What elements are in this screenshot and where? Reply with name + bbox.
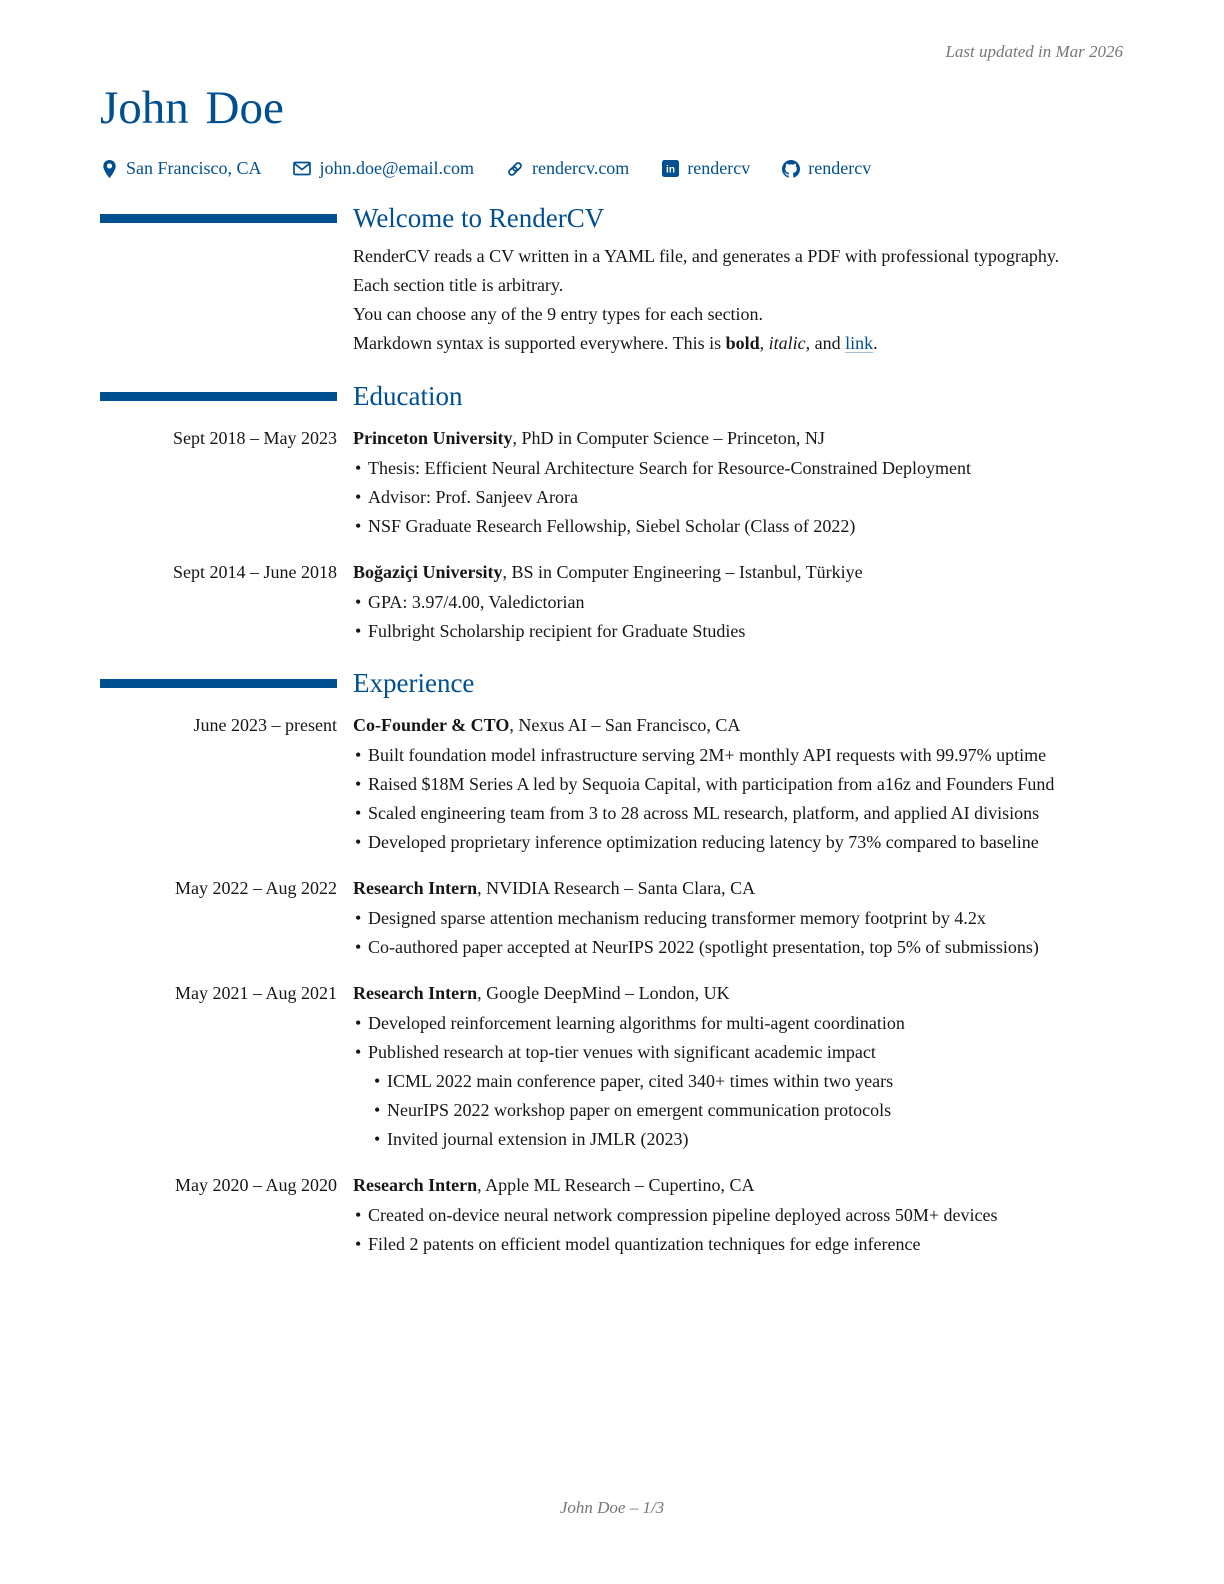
entry-title-details: , NVIDIA Research – Santa Clara, CA: [477, 878, 756, 898]
contact-label-website: rendercv.com: [532, 158, 630, 178]
last-updated-note: Last updated in Mar 2026: [945, 42, 1123, 61]
bold-demo-text: bold: [725, 333, 760, 353]
entry-title: [353, 875, 1123, 901]
highlight-item: • Co-authored paper accepted at NeurIPS 2022 (spotlight presentation, top 5% of submissions): [353, 934, 1123, 960]
entry-title-details: , Google DeepMind – London, UK: [477, 983, 730, 1003]
github-icon: [782, 160, 800, 178]
position-name: Co-Founder & CTO: [353, 715, 510, 735]
highlight-item: • Filed 2 patents on efficient model quantization techniques for edge inference: [353, 1231, 1123, 1257]
education-entry-bogazici: [100, 559, 1123, 644]
svg-text:in: in: [665, 164, 675, 176]
highlight-subitem: • Invited journal extension in JMLR (2023): [372, 1126, 1123, 1152]
page-title: John Doe: [100, 82, 284, 134]
highlight-item: • Scaled engineering team from 3 to 28 across ML research, platform, and applied AI divisions: [353, 800, 1123, 826]
education-entry-princeton: [100, 425, 1123, 539]
highlight-list: [353, 905, 1123, 960]
highlight-item: • Developed reinforcement learning algorithms for multi-agent coordination: [353, 1010, 1123, 1036]
section-header: [100, 381, 1123, 411]
contact-label-email: john.doe@email.com: [319, 158, 475, 178]
position-name: Research Intern: [353, 878, 478, 898]
entry-body: [353, 712, 1123, 855]
section-education: [100, 381, 1123, 644]
experience-entry-nvidia: [100, 875, 1123, 960]
highlight-item: • Advisor: Prof. Sanjeev Arora: [353, 484, 1123, 510]
contact-location: [100, 158, 261, 179]
highlight-item: • GPA: 3.97/4.00, Valedictorian: [353, 589, 1123, 615]
section-title-experience: Experience: [353, 668, 475, 698]
linkedin-icon: [661, 160, 679, 178]
highlight-subitem: • NeurIPS 2022 workshop paper on emergent communication protocols: [372, 1097, 1123, 1123]
welcome-paragraph-3: You can choose any of the 9 entry types for each section.: [353, 304, 764, 324]
contact-row: [100, 158, 1123, 179]
highlight-item: • Raised $18M Series A led by Sequoia Capital, with participation from a16z and Founders Fund: [353, 771, 1123, 797]
experience-entry-nexus: [100, 712, 1123, 855]
entry-title: [353, 980, 1123, 1006]
link-icon: [506, 160, 524, 178]
highlight-list: [353, 1202, 1123, 1257]
highlight-item: • Developed proprietary inference optimization reducing latency by 73% compared to baseline: [353, 829, 1123, 855]
entry-title-details: , Apple ML Research – Cupertino, CA: [477, 1175, 755, 1195]
entry-date: May 2021 – Aug 2021: [175, 983, 337, 1003]
entry-body: [353, 875, 1123, 960]
entry-body: [353, 1172, 1123, 1257]
text-run: .: [873, 333, 878, 353]
entry-title-details: , BS in Computer Engineering – Istanbul, Türkiye: [502, 562, 863, 582]
contact-label-github: rendercv: [808, 158, 872, 178]
position-name: Research Intern: [353, 1175, 478, 1195]
highlight-item: • Designed sparse attention mechanism reducing transformer memory footprint by 4.2x: [353, 905, 1123, 931]
highlight-item: • Created on-device neural network compression pipeline deployed across 50M+ devices: [353, 1202, 1123, 1228]
institution-name: Princeton University: [353, 428, 513, 448]
section-experience: [100, 668, 1123, 1257]
text-run: Markdown syntax is supported everywhere. This is: [353, 333, 726, 353]
section-body: [353, 243, 1123, 357]
demo-link[interactable]: link: [845, 333, 874, 353]
highlight-item: • Built foundation model infrastructure serving 2M+ monthly API requests with 99.97% uptime: [353, 742, 1123, 768]
section-header: [100, 668, 1123, 698]
position-name: Research Intern: [353, 983, 478, 1003]
entry-body: [353, 425, 1123, 539]
institution-name: Boğaziçi University: [353, 562, 503, 582]
entry-date: Sept 2018 – May 2023: [173, 428, 337, 448]
section-header: [100, 203, 1123, 233]
highlight-list: [353, 1010, 1123, 1152]
highlight-list: [353, 742, 1123, 855]
highlight-item: • NSF Graduate Research Fellowship, Siebel Scholar (Class of 2022): [353, 513, 1123, 539]
markdown-demo-line: [353, 330, 1123, 357]
experience-entry-apple: [100, 1172, 1123, 1257]
contact-label-location: San Francisco, CA: [126, 158, 262, 178]
entry-title: [353, 712, 1123, 738]
entry-title-details: , Nexus AI – San Francisco, CA: [509, 715, 741, 735]
contact-email-link[interactable]: [293, 158, 474, 179]
italic-demo-text: italic: [768, 333, 806, 353]
section-welcome: [100, 203, 1123, 357]
entry-title: [353, 1172, 1123, 1198]
entry-date: June 2023 – present: [193, 715, 337, 735]
welcome-paragraph-1: RenderCV reads a CV written in a YAML file, and generates a PDF with professional typography.: [353, 246, 1060, 266]
text-run: ,: [759, 333, 769, 353]
entry-title: [353, 425, 1123, 451]
contact-label-linkedin: rendercv: [687, 158, 751, 178]
section-title-welcome: Welcome to RenderCV: [353, 203, 605, 233]
page-footer: John Doe – 1/3: [559, 1498, 665, 1517]
highlight-item: • Published research at top-tier venues with significant academic impact: [353, 1039, 1123, 1065]
highlight-item: • Fulbright Scholarship recipient for Graduate Studies: [353, 618, 1123, 644]
welcome-paragraph-2: Each section title is arbitrary.: [353, 275, 564, 295]
section-accent-bar: [100, 214, 337, 223]
entry-date: Sept 2014 – June 2018: [173, 562, 337, 582]
highlight-item: • Thesis: Efficient Neural Architecture Search for Resource-Constrained Deployment: [353, 455, 1123, 481]
experience-entry-deepmind: [100, 980, 1123, 1152]
entry-title: [353, 559, 1123, 585]
entry-body: [353, 559, 1123, 644]
entry-title-details: , PhD in Computer Science – Princeton, NJ: [512, 428, 825, 448]
highlight-list: [353, 589, 1123, 644]
entry-date: May 2020 – Aug 2020: [175, 1175, 337, 1195]
envelope-icon: [293, 160, 311, 178]
contact-github-link[interactable]: [782, 158, 871, 179]
text-run: , and: [805, 333, 846, 353]
section-title-education: Education: [353, 381, 463, 411]
entry-date: May 2022 – Aug 2022: [175, 878, 337, 898]
contact-website-link[interactable]: [506, 158, 629, 179]
location-pin-icon: [100, 160, 118, 178]
section-accent-bar: [100, 679, 337, 688]
highlight-list: [353, 455, 1123, 539]
highlight-subitem: • ICML 2022 main conference paper, cited 340+ times within two years: [372, 1068, 1123, 1094]
contact-linkedin-link[interactable]: [661, 158, 750, 179]
section-accent-bar: [100, 392, 337, 401]
entry-body: [353, 980, 1123, 1152]
